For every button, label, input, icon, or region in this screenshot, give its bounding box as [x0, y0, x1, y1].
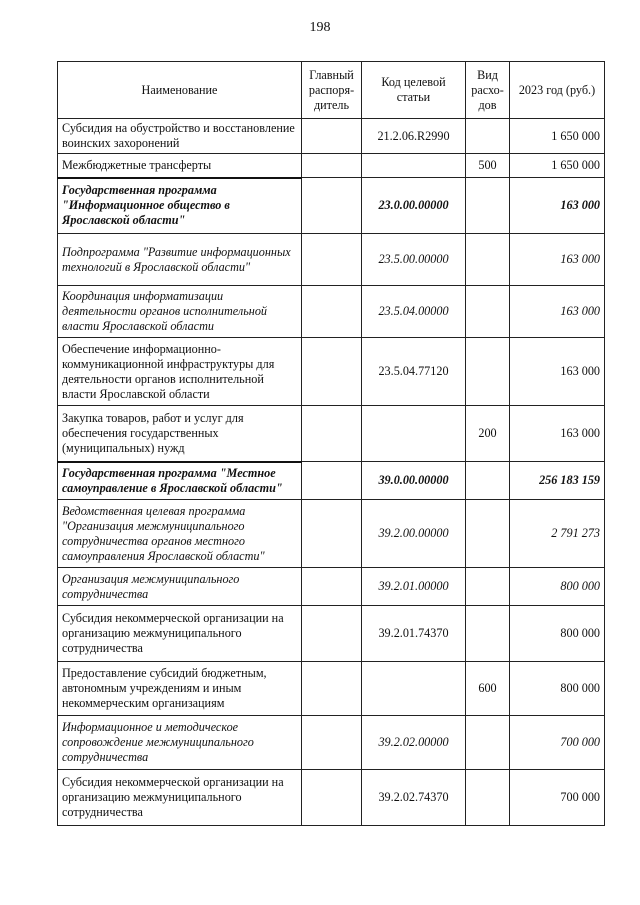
row-admin-cell: [302, 338, 362, 406]
row-admin-cell: [302, 716, 362, 770]
row-name-cell: Государственная программа "Информационное общество в Ярославской области": [58, 178, 302, 234]
row-admin-cell: [302, 154, 362, 178]
row-admin-cell: [302, 462, 362, 500]
row-admin-cell: [302, 406, 362, 462]
row-type-cell: [466, 462, 510, 500]
row-code-cell: 39.2.01.00000: [362, 568, 466, 606]
table-row: [58, 606, 605, 662]
header-code: Код целевой статьи: [362, 62, 466, 119]
row-admin-cell: [302, 119, 362, 154]
row-admin-cell: [302, 286, 362, 338]
row-amount-cell: 1 650 000: [510, 154, 605, 178]
header-amount: 2023 год (руб.): [510, 62, 605, 119]
row-name-cell: Координация информатизации деятельности органов исполнительной власти Ярославской области: [58, 286, 302, 338]
row-name-cell: Предоставление субсидий бюджетным, автономным учреждениям и иным некоммерческим организациям: [58, 662, 302, 716]
table-body: [58, 119, 605, 826]
row-type-cell: [466, 119, 510, 154]
row-admin-cell: [302, 770, 362, 826]
row-code-cell: 39.2.02.74370: [362, 770, 466, 826]
table-row: [58, 234, 605, 286]
budget-table: [57, 61, 605, 826]
table-row: [58, 406, 605, 462]
row-code-cell: [362, 662, 466, 716]
row-amount-cell: 163 000: [510, 286, 605, 338]
row-type-cell: 600: [466, 662, 510, 716]
row-code-cell: 39.0.00.00000: [362, 462, 466, 500]
row-amount-cell: 800 000: [510, 606, 605, 662]
row-admin-cell: [302, 500, 362, 568]
row-amount-cell: 163 000: [510, 178, 605, 234]
table-row: [58, 462, 605, 500]
row-amount-cell: 163 000: [510, 406, 605, 462]
row-code-cell: 39.2.02.00000: [362, 716, 466, 770]
row-name-cell: Информационное и методическое сопровождение межмуниципального сотрудничества: [58, 716, 302, 770]
row-name-cell: Субсидия некоммерческой организации на организацию межмуниципального сотрудничества: [58, 606, 302, 662]
row-code-cell: [362, 154, 466, 178]
row-type-cell: [466, 716, 510, 770]
row-name-cell: Закупка товаров, работ и услуг для обеспечения государственных (муниципальных) нужд: [58, 406, 302, 462]
row-amount-cell: 700 000: [510, 770, 605, 826]
table-header-row: [58, 62, 605, 119]
row-code-cell: 23.5.00.00000: [362, 234, 466, 286]
row-admin-cell: [302, 662, 362, 716]
row-code-cell: 23.0.00.00000: [362, 178, 466, 234]
table-row: [58, 770, 605, 826]
row-amount-cell: 800 000: [510, 662, 605, 716]
header-type: Вид расхо- дов: [466, 62, 510, 119]
row-amount-cell: 2 791 273: [510, 500, 605, 568]
table-row: [58, 286, 605, 338]
row-name-cell: Ведомственная целевая программа "Организация межмуниципального сотрудничества органов местного самоуправления Ярославской области": [58, 500, 302, 568]
row-code-cell: 39.2.01.74370: [362, 606, 466, 662]
row-code-cell: 21.2.06.R2990: [362, 119, 466, 154]
row-type-cell: [466, 338, 510, 406]
row-name-cell: Межбюджетные трансферты: [58, 154, 302, 178]
row-admin-cell: [302, 568, 362, 606]
row-amount-cell: 163 000: [510, 234, 605, 286]
table-row: [58, 568, 605, 606]
page-number: 198: [309, 20, 331, 35]
row-amount-cell: 700 000: [510, 716, 605, 770]
row-code-cell: 39.2.00.00000: [362, 500, 466, 568]
row-amount-cell: 256 183 159: [510, 462, 605, 500]
header-admin: Главный распоря- дитель: [302, 62, 362, 119]
row-type-cell: [466, 178, 510, 234]
row-code-cell: 23.5.04.00000: [362, 286, 466, 338]
row-name-cell: Государственная программа "Местное самоуправление в Ярославской области": [58, 462, 302, 500]
row-name-cell: Субсидия на обустройство и восстановление воинских захоронений: [58, 119, 302, 154]
row-type-cell: [466, 770, 510, 826]
row-code-cell: [362, 406, 466, 462]
table-row: [58, 500, 605, 568]
row-name-cell: Субсидия некоммерческой организации на организацию межмуниципального сотрудничества: [58, 770, 302, 826]
row-amount-cell: 163 000: [510, 338, 605, 406]
table-row: [58, 662, 605, 716]
table-row: [58, 119, 605, 154]
row-amount-cell: 800 000: [510, 568, 605, 606]
row-amount-cell: 1 650 000: [510, 119, 605, 154]
row-admin-cell: [302, 178, 362, 234]
row-admin-cell: [302, 234, 362, 286]
row-type-cell: [466, 234, 510, 286]
row-type-cell: [466, 568, 510, 606]
row-type-cell: [466, 500, 510, 568]
header-name: Наименование: [58, 62, 302, 119]
row-type-cell: 200: [466, 406, 510, 462]
table-row: [58, 338, 605, 406]
row-code-cell: 23.5.04.77120: [362, 338, 466, 406]
table-row: [58, 154, 605, 178]
row-name-cell: Подпрограмма "Развитие информационных технологий в Ярославской области": [58, 234, 302, 286]
table-row: [58, 178, 605, 234]
row-type-cell: [466, 286, 510, 338]
row-type-cell: 500: [466, 154, 510, 178]
row-name-cell: Организация межмуниципального сотрудничества: [58, 568, 302, 606]
row-type-cell: [466, 606, 510, 662]
table-row: [58, 716, 605, 770]
row-name-cell: Обеспечение информационно-коммуникационной инфраструктуры для деятельности органов исполнительной власти Ярославской области: [58, 338, 302, 406]
row-admin-cell: [302, 606, 362, 662]
